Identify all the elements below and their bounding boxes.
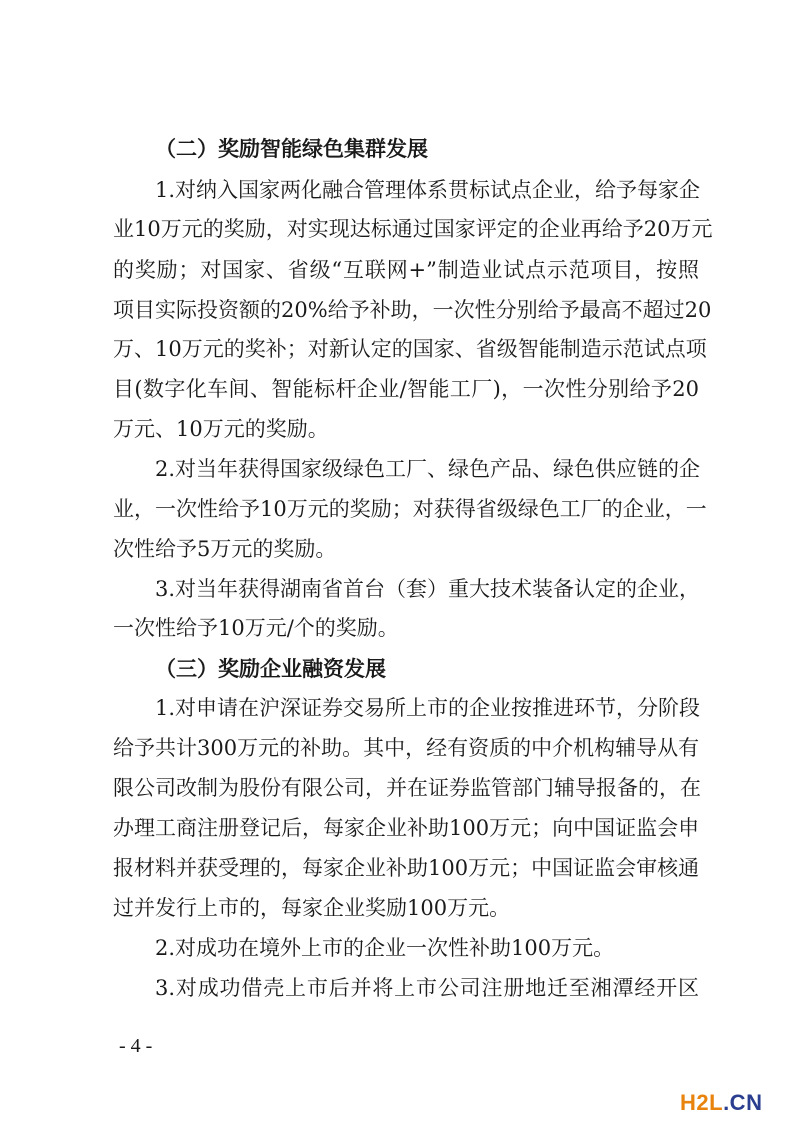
paragraph-line: 业10万元的奖励，对实现达标通过国家评定的企业再给予20万元 [113, 217, 713, 241]
paragraph-line: 目(数字化车间、智能标杆企业/智能工厂)，一次性分别给予20 [113, 377, 699, 401]
paragraph-line: 3.对成功借壳上市后并将上市公司注册地迁至湘潭经开区 [155, 976, 699, 1000]
paragraph-line: 次性给予5万元的奖励。 [113, 537, 337, 561]
paragraph-line: 万、10万元的奖补；对新认定的国家、省级智能制造示范试点项 [113, 337, 707, 361]
paragraph-line: 2.对当年获得国家级绿色工厂、绿色产品、绿色供应链的企 [155, 457, 701, 481]
paragraph-line: 报材料并获受理的，每家企业补助100万元；中国证监会审核通 [113, 856, 700, 880]
paragraph-line: 办理工商注册登记后，每家企业补助100万元；向中国证监会申 [113, 816, 700, 840]
paragraph-line: 给予共计300万元的补助。其中，经有资质的中介机构辅导从有 [113, 736, 700, 760]
paragraph-line: 3.对当年获得湖南省首台（套）重大技术装备认定的企业， [155, 577, 701, 601]
watermark-brand: H2L [680, 1090, 724, 1115]
paragraph-line: 的奖励；对国家、省级“互联网+”制造业试点示范项目，按照 [113, 258, 699, 282]
paragraph-line: 业，一次性给予10万元的奖励；对获得省级绿色工厂的企业，一 [113, 497, 707, 521]
paragraph-line: 1.对申请在沪深证券交易所上市的企业按推进环节，分阶段 [155, 696, 701, 720]
page-number: - 4 - [119, 1035, 153, 1057]
section-heading-2: （二）奖励智能绿色集群发展 [155, 137, 428, 161]
paragraph-line: 1.对纳入国家两化融合管理体系贯标试点企业，给予每家企 [155, 178, 701, 202]
watermark-suffix: .CN [723, 1090, 763, 1115]
paragraph-line: 万元、10万元的奖励。 [113, 417, 329, 441]
paragraph-line: 限公司改制为股份有限公司，并在证券监管部门辅导报备的，在 [113, 776, 701, 800]
section-heading-3: （三）奖励企业融资发展 [155, 657, 386, 681]
site-watermark-logo [680, 1090, 762, 1116]
paragraph-line: 项目实际投资额的20%给予补助，一次性分别给予最高不超过20 [113, 298, 712, 322]
paragraph-line: 一次性给予10万元/个的奖励。 [113, 616, 399, 640]
paragraph-line: 2.对成功在境外上市的企业一次性补助100万元。 [155, 936, 615, 960]
paragraph-line: 过并发行上市的，每家企业奖励100万元。 [113, 896, 511, 920]
